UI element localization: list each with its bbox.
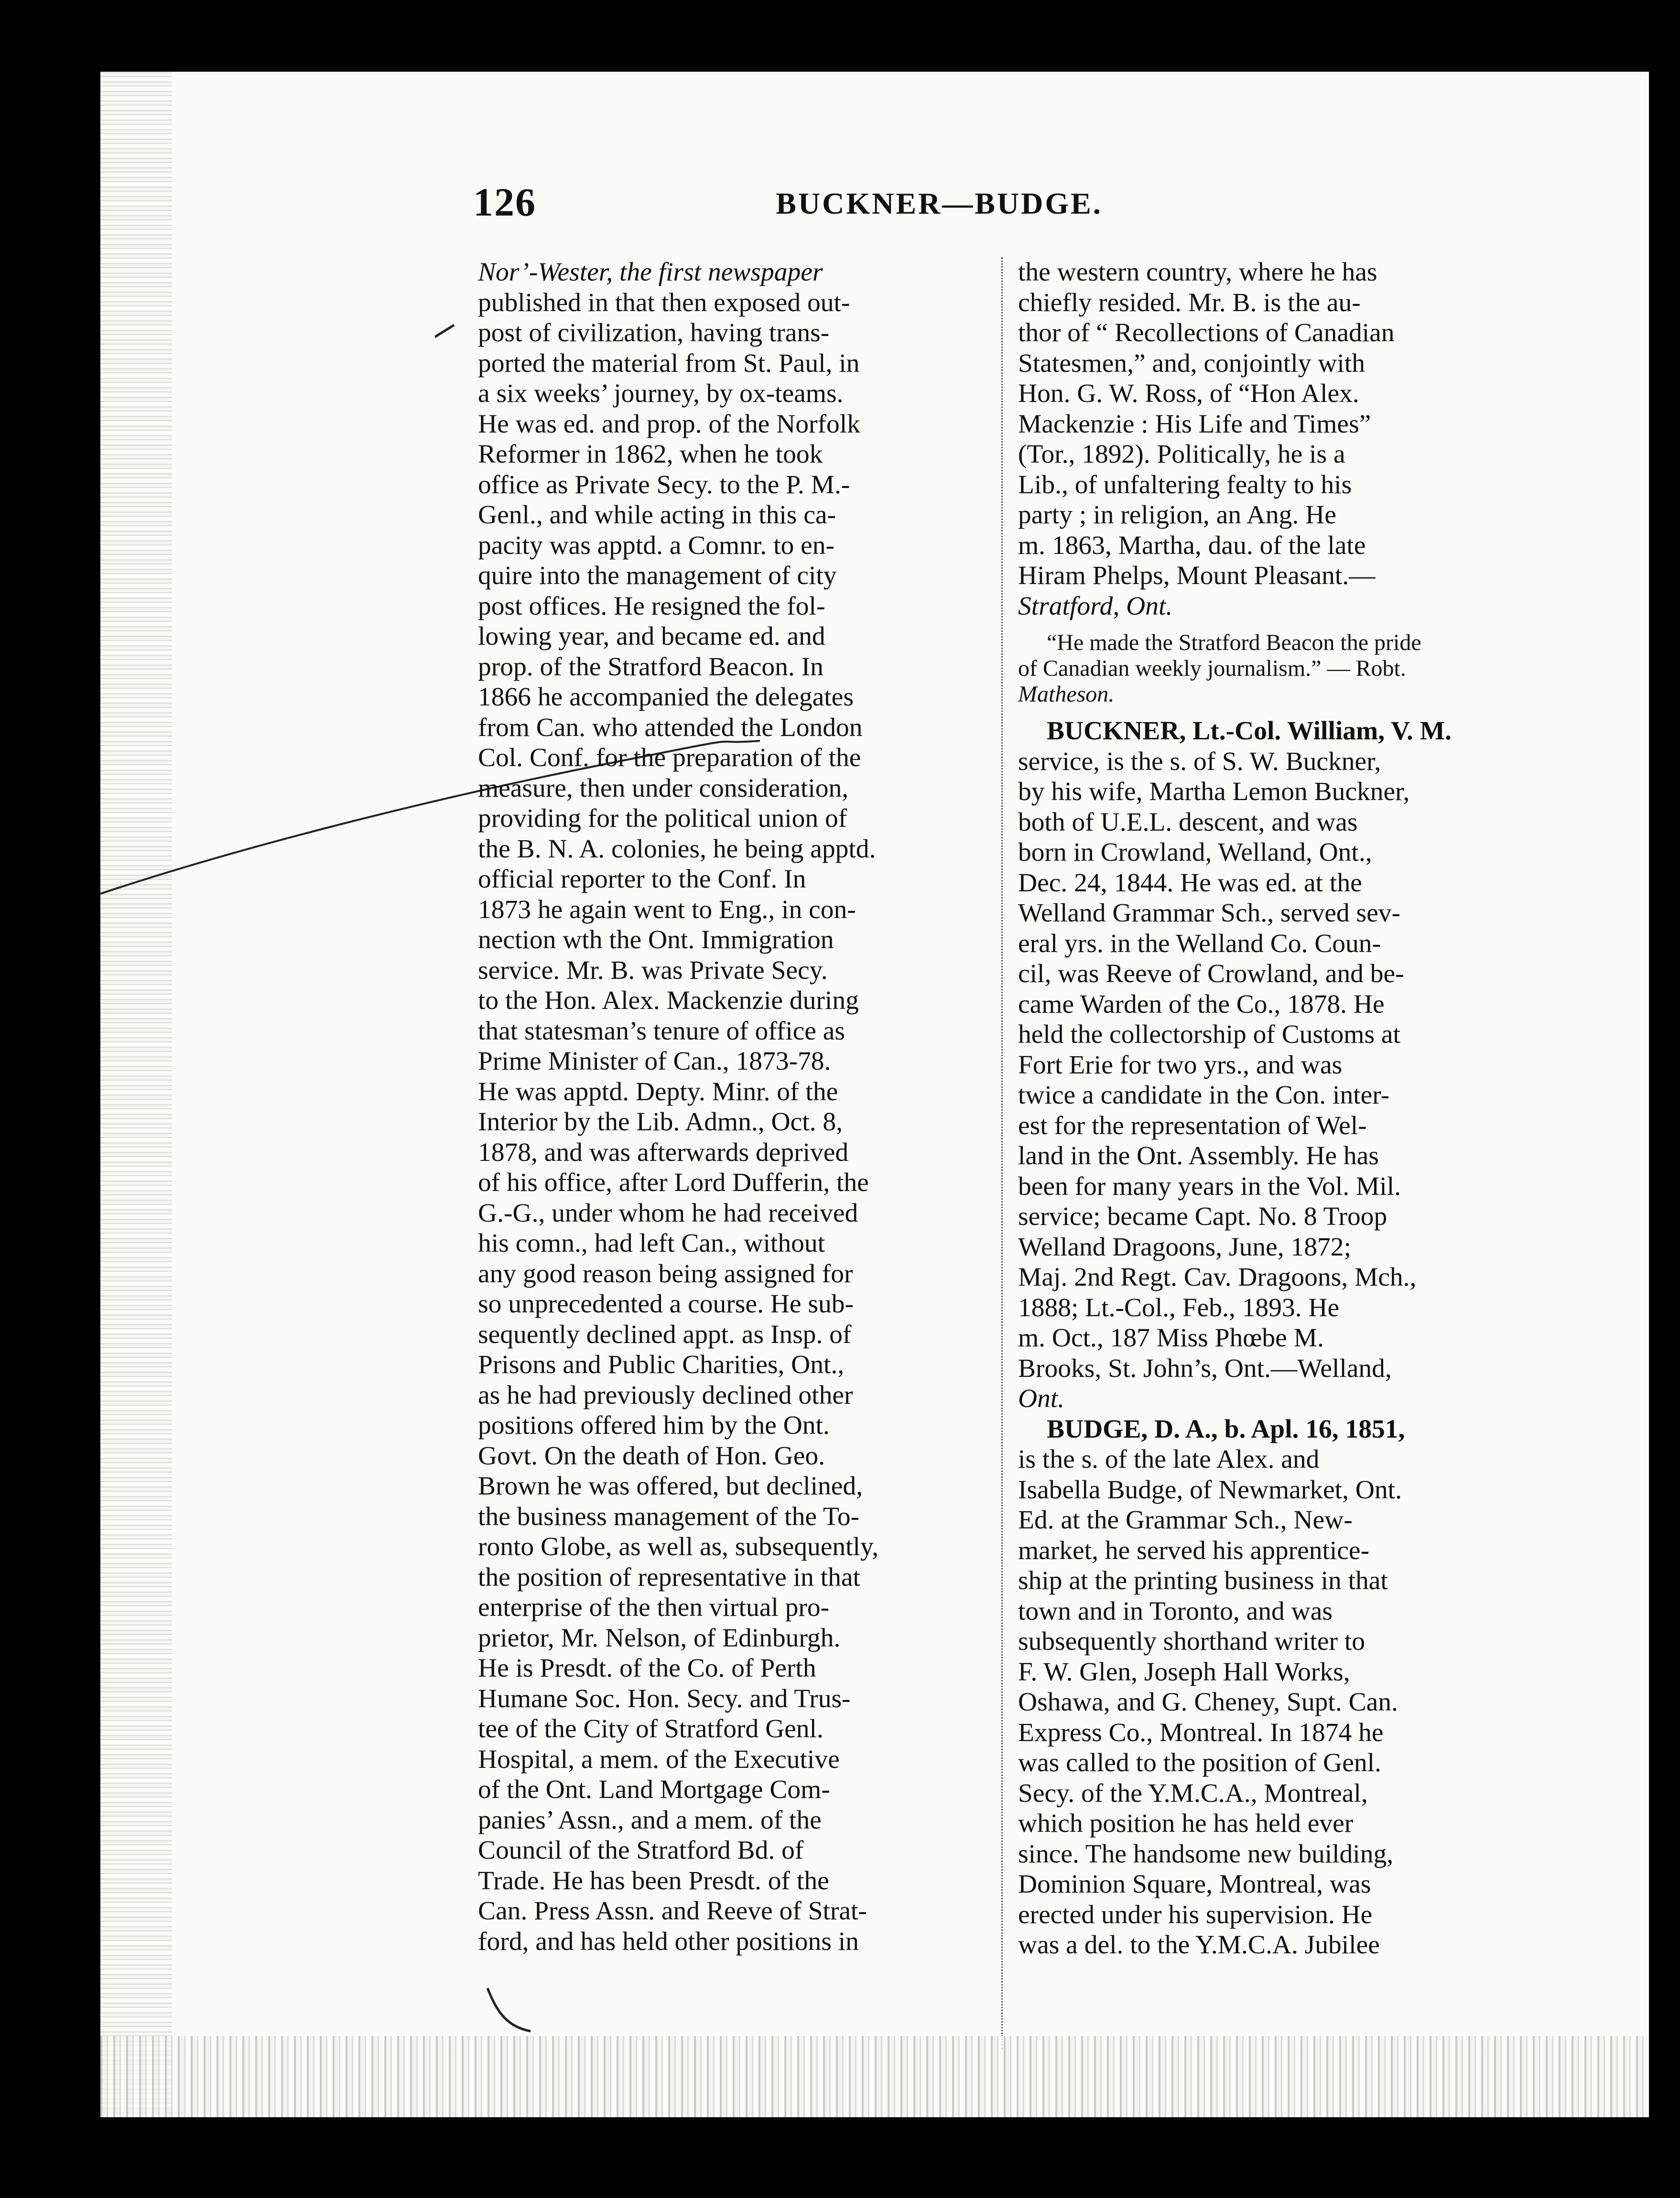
text-line: which position he has held ever	[1018, 1809, 1354, 1838]
text-line: Dominion Square, Montreal, was	[1018, 1870, 1371, 1899]
text-line: eral yrs. in the Welland Co. Coun-	[1018, 929, 1381, 958]
text-line: Humane Soc. Hon. Secy. and Trus-	[478, 1684, 851, 1713]
text-line: of the Ont. Land Mortgage Com-	[478, 1775, 830, 1804]
text-line: office as Private Secy. to the P. M.-	[478, 470, 850, 499]
entry-heading-budge: BUDGE, D. A., b. Apl. 16, 1851,	[1047, 1414, 1405, 1444]
text-line: Reformer in 1862, when he took	[478, 440, 823, 469]
text-line: G.-G., under whom he had received	[478, 1198, 858, 1228]
text-line: 1866 he accompanied the delegates	[478, 682, 854, 712]
text-line: Interior by the Lib. Admn., Oct. 8,	[478, 1107, 843, 1137]
text-line: F. W. Glen, Joseph Hall Works,	[1018, 1657, 1350, 1687]
page-number: 126	[473, 180, 536, 225]
text-line: positions offered him by the Ont.	[478, 1411, 830, 1440]
text-line: Brown he was offered, but declined,	[478, 1472, 863, 1501]
text-line: providing for the political union of	[478, 804, 847, 833]
text-line: as he had previously declined other	[478, 1380, 853, 1410]
quote-line: “He made the Stratford Beacon the pride	[1047, 630, 1421, 655]
text-line: Fort Erie for two yrs., and was	[1018, 1050, 1343, 1080]
text-line: Prime Minister of Can., 1873-78.	[478, 1047, 831, 1076]
text-line: post of civilization, having trans-	[478, 318, 830, 347]
running-head: BUCKNER—BUDGE.	[776, 186, 1103, 220]
text-line: born in Crowland, Welland, Ont.,	[1018, 838, 1372, 867]
text-line: Govt. On the death of Hon. Geo.	[478, 1441, 825, 1471]
text-line: He was apptd. Depty. Minr. of the	[478, 1077, 838, 1106]
text-line: Hospital, a mem. of the Executive	[478, 1744, 840, 1774]
text-line: lowing year, and became ed. and	[478, 622, 825, 651]
text-line: Welland Dragoons, June, 1872;	[1018, 1232, 1351, 1262]
text-line: Council of the Stratford Bd. of	[478, 1836, 804, 1865]
text-line: so unprecedented a course. He sub-	[478, 1289, 854, 1319]
text-line: Secy. of the Y.M.C.A., Montreal,	[1018, 1778, 1368, 1808]
text-line: to the Hon. Alex. Mackenzie during	[478, 986, 859, 1015]
text-line: 1873 he again went to Eng., in con-	[478, 895, 856, 924]
text-line: Isabella Budge, of Newmarket, Ont.	[1018, 1475, 1402, 1505]
text-line: service, is the s. of S. W. Buckner,	[1018, 747, 1381, 776]
text-line: post offices. He resigned the fol-	[478, 591, 825, 621]
text-line: official reporter to the Conf. In	[478, 865, 806, 894]
text-line: Trade. He has been Presdt. of the	[478, 1866, 829, 1895]
text-line: Nor’-Wester, the first newspaper	[478, 258, 823, 287]
text-line: a six weeks’ journey, by ox-teams.	[478, 379, 844, 408]
text-line: published in that then exposed out-	[478, 288, 850, 317]
text-line: pacity was apptd. a Comnr. to en-	[478, 531, 835, 560]
text-line: Hon. G. W. Ross, of “Hon Alex.	[1018, 379, 1359, 408]
text-line: m. Oct., 187 Miss Phœbe M.	[1018, 1323, 1324, 1353]
page-header	[473, 179, 1290, 232]
text-line: the western country, where he has	[1018, 258, 1377, 287]
text-line: Ed. at the Grammar Sch., New-	[1018, 1505, 1353, 1535]
text-line: Hiram Phelps, Mount Pleasant.—	[1018, 561, 1376, 590]
text-line: the B. N. A. colonies, he being apptd.	[478, 834, 876, 864]
text-line: any good reason being assigned for	[478, 1259, 853, 1288]
entry-heading-buckner: BUCKNER, Lt.-Col. William, V. M.	[1047, 716, 1452, 746]
text-line: measure, then under consideration,	[478, 773, 849, 803]
text-line: Maj. 2nd Regt. Cav. Dragoons, Mch.,	[1018, 1263, 1417, 1292]
column-divider	[1001, 257, 1003, 2049]
text-line: service; became Capt. No. 8 Troop	[1018, 1202, 1387, 1231]
text-line: prop. of the Stratford Beacon. In	[478, 652, 824, 682]
text-line: He was ed. and prop. of the Norfolk	[478, 409, 860, 439]
text-line: Express Co., Montreal. In 1874 he	[1018, 1718, 1384, 1747]
text-line: (Tor., 1892). Politically, he is a	[1018, 440, 1345, 469]
text-line: ship at the printing business in that	[1018, 1566, 1388, 1595]
text-line: held the collectorship of Customs at	[1018, 1020, 1400, 1049]
text-line: by his wife, Martha Lemon Buckner,	[1018, 777, 1410, 806]
text-line: 1888; Lt.-Col., Feb., 1893. He	[1018, 1293, 1340, 1322]
text-line: Mackenzie : His Life and Times”	[1018, 409, 1371, 439]
text-line: erected under his supervision. He	[1018, 1900, 1373, 1929]
text-line: the business management of the To-	[478, 1502, 860, 1531]
text-line: twice a candidate in the Con. inter-	[1018, 1081, 1390, 1110]
text-line: been for many years in the Vol. Mil.	[1018, 1171, 1401, 1201]
text-line: the position of representative in that	[478, 1562, 860, 1592]
text-line: Statesmen,” and, conjointly with	[1018, 348, 1365, 378]
text-line: was a del. to the Y.M.C.A. Jubilee	[1018, 1930, 1380, 1960]
text-line: tee of the City of Stratford Genl.	[478, 1714, 824, 1743]
text-line: prietor, Mr. Nelson, of Edinburgh.	[478, 1623, 841, 1653]
text-line: land in the Ont. Assembly. He has	[1018, 1141, 1379, 1170]
text-line: ronto Globe, as well as, subsequently,	[478, 1532, 879, 1561]
text-line: party ; in religion, an Ang. He	[1018, 500, 1336, 530]
text-line: chiefly resided. Mr. B. is the au-	[1018, 288, 1361, 317]
text-line: ported the material from St. Paul, in	[478, 348, 860, 378]
text-line: both of U.E.L. descent, and was	[1018, 807, 1358, 837]
place-signature: Ont.	[1018, 1384, 1065, 1413]
text-line: nection wth the Ont. Immigration	[478, 925, 834, 954]
text-line: from Can. who attended the London	[478, 713, 863, 742]
text-line: is the s. of the late Alex. and	[1018, 1445, 1320, 1474]
text-line: enterprise of the then virtual pro-	[478, 1593, 830, 1622]
right-column	[1018, 257, 1553, 1960]
text-line: Dec. 24, 1844. He was ed. at the	[1018, 868, 1362, 898]
text-line: of his office, after Lord Dufferin, the	[478, 1168, 869, 1197]
text-line: Genl., and while acting in this ca-	[478, 500, 836, 530]
text-line: market, he served his apprentice-	[1018, 1536, 1370, 1565]
text-line: town and in Toronto, and was	[1018, 1596, 1333, 1626]
text-line: since. The handsome new building,	[1018, 1839, 1394, 1869]
text-line: Welland Grammar Sch., served sev-	[1018, 899, 1401, 928]
text-line: came Warden of the Co., 1878. He	[1018, 989, 1385, 1019]
text-line: sequently declined appt. as Insp. of	[478, 1320, 852, 1349]
quote-attribution: Matheson.	[1018, 682, 1115, 707]
text-line: panies’ Assn., and a mem. of the	[478, 1805, 822, 1835]
text-line: was called to the position of Genl.	[1018, 1748, 1381, 1777]
left-column	[478, 257, 999, 1957]
text-line: service. Mr. B. was Private Secy.	[478, 955, 828, 985]
text-line: Can. Press Assn. and Reeve of Strat-	[478, 1896, 867, 1926]
text-line: Lib., of unfaltering fealty to his	[1018, 470, 1352, 499]
text-line: m. 1863, Martha, dau. of the late	[1018, 531, 1366, 560]
text-line: his comn., had left Can., without	[478, 1229, 825, 1258]
text-line: cil, was Reeve of Crowland, and be-	[1018, 959, 1404, 988]
text-line: Brooks, St. John’s, Ont.—Welland,	[1018, 1353, 1392, 1383]
text-line: subsequently shorthand writer to	[1018, 1627, 1365, 1656]
text-line: Prisons and Public Charities, Ont.,	[478, 1350, 845, 1379]
text-line: est for the representation of Wel-	[1018, 1111, 1367, 1140]
text-line: ford, and has held other positions in	[478, 1927, 859, 1956]
quote-line: of Canadian weekly journalism.” — Robt.	[1018, 656, 1406, 681]
text-line: Oshawa, and G. Cheney, Supt. Can.	[1018, 1688, 1398, 1717]
text-line: He is Presdt. of the Co. of Perth	[478, 1654, 816, 1683]
text-line: quire into the management of city	[478, 561, 837, 590]
place-signature: Stratford, Ont.	[1018, 591, 1173, 621]
text-line: that statesman’s tenure of office as	[478, 1016, 845, 1046]
text-line: Col. Conf. for the preparation of the	[478, 743, 861, 772]
text-line: thor of “ Recollections of Canadian	[1018, 318, 1395, 347]
scanned-page	[100, 72, 1649, 2117]
text-line: 1878, and was afterwards deprived	[478, 1137, 849, 1167]
